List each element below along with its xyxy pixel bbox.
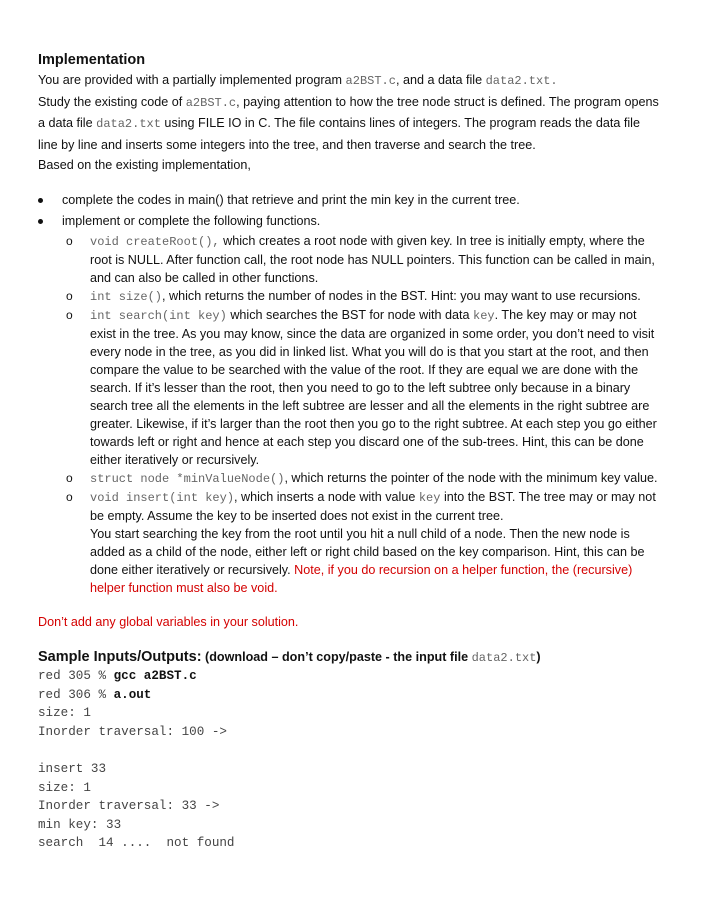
function-description: , which returns the pointer of the node with the minimum key value.: [284, 470, 658, 485]
intro-paragraph-3: Based on the existing implementation,: [38, 158, 251, 173]
terminal-line: min key: 33: [38, 817, 122, 832]
function-item-search: [62, 306, 660, 469]
function-description: , which returns the number of nodes in the BST. Hint: you may want to use recursions.: [162, 288, 641, 303]
function-list: [62, 232, 660, 597]
filename-data2: data2.txt.: [485, 74, 558, 88]
intro-text: using FILE IO in C. The file contains lines of integers. The program reads the data file line by line and inserts some integers into the tree, and then traverse and search the tree.: [38, 116, 640, 152]
bullet-icon: [38, 198, 43, 203]
intro-text: , and a data file: [395, 73, 486, 87]
terminal-output: [38, 667, 660, 853]
intro-paragraph-2: [38, 92, 660, 156]
function-signature: int size(): [90, 289, 163, 304]
intro-text: , paying attention to how the tree node struct is defined. The program opens a data file: [38, 94, 659, 131]
terminal-line: [38, 667, 660, 686]
function-item-insert: [62, 488, 660, 597]
terminal-line: [38, 686, 660, 705]
sample-title-text: Sample Inputs/Outputs:: [38, 648, 202, 665]
task-item-functions: [38, 211, 660, 597]
function-signature: struct node *minValueNode(): [90, 471, 285, 486]
terminal-line: Inorder traversal: 33 ->: [38, 799, 220, 814]
sample-subtitle: [202, 650, 541, 664]
function-description: which searches the BST for node with data: [226, 307, 474, 322]
task-list: [38, 190, 660, 597]
task-text: implement or complete the following functions.: [62, 213, 321, 228]
sample-subtitle-text: ): [536, 649, 541, 664]
terminal-line: size: 1: [38, 706, 91, 721]
function-description: . The key may or may not exist in the tree. As you may know, since the data are organized in some order, you don’t need to visit every node in the tree, as you did in linked list. What you will do is that you start at the root, and then compare the value to be searched with the value of the root. If they are equal we are done with the search. If it’s lesser than the root, then you need to go to the left subtree only because in a binary search tree all the elements in the left subtree are lesser and all the elements in the right subtree are greater. Likewise, if it’s larger than the root then you go to the right subtree. At each step you go either towards left or right and hence at each step you discard one of the sub-trees. Hint, this can be done either iteratively or recursively.: [90, 307, 657, 467]
filename-a2bst: a2BST.c: [185, 95, 237, 110]
inline-code: key: [418, 490, 441, 505]
filename-data2: data2.txt: [96, 117, 161, 132]
function-signature: int search(int key): [90, 308, 227, 323]
filename-a2bst: a2BST.c: [345, 74, 396, 88]
function-description: into the BST. The tree may or may not be empty. Assume the key to be inserted does not exist in the current tree.: [90, 489, 656, 523]
shell-prompt: red 305 %: [38, 668, 114, 683]
function-description: , which inserts a node with value: [234, 489, 419, 504]
global-variables-warning: Don’t add any global variables in your solution.: [38, 614, 299, 629]
function-description: You start searching the key from the root until you hit a null child of a node. Then the new node is added as a child of the node, either left or right child based on the key comparison. Hint, this can be done either iteratively or recursively.: [90, 526, 645, 577]
filename-data2: data2.txt: [471, 650, 537, 665]
function-item-minvaluenode: [62, 469, 660, 488]
shell-prompt: red 306 %: [38, 687, 114, 702]
inline-code: key: [473, 308, 495, 323]
circle-bullet-icon: o: [66, 307, 73, 322]
sample-subtitle-text: (download – don’t copy/paste - the input file: [201, 649, 472, 664]
terminal-line: size: 1: [38, 780, 91, 795]
terminal-line: insert 33: [38, 761, 107, 776]
intro-paragraph-1: [38, 70, 660, 92]
task-text: complete the codes in main() that retrieve and print the min key in the current tree.: [62, 192, 520, 207]
function-signature: void insert(int key): [90, 490, 235, 505]
function-description: which creates a root node with given key. In tree is initially empty, where the root is NULL. After function call, the root node has NULL pointers. This function can be called in main, and can also be called in other functions.: [90, 233, 655, 285]
sample-io-heading: [38, 648, 660, 667]
intro-text: Study the existing code of: [38, 94, 186, 109]
function-signature: void createRoot(),: [90, 234, 220, 249]
circle-bullet-icon: o: [66, 489, 73, 504]
terminal-line: search 14 .... not found: [38, 836, 235, 851]
terminal-line: Inorder traversal: 100 ->: [38, 724, 227, 739]
task-item-min-key: [38, 190, 660, 211]
shell-command: gcc a2BST.c: [113, 668, 197, 683]
bullet-icon: [38, 219, 43, 224]
terminal-blank-line: [38, 741, 660, 760]
intro-text: You are provided with a partially implemented program: [38, 73, 346, 87]
recursion-note: Note, if you do recursion on a helper function, the (recursive) helper function must also be void.: [90, 562, 633, 595]
shell-command: a.out: [113, 687, 152, 702]
function-item-size: [62, 287, 660, 306]
circle-bullet-icon: o: [66, 470, 73, 485]
function-item-createroot: [62, 232, 660, 287]
circle-bullet-icon: o: [66, 288, 73, 303]
document-content: [38, 51, 660, 853]
circle-bullet-icon: o: [66, 233, 73, 248]
section-heading: Implementation: [38, 52, 146, 68]
